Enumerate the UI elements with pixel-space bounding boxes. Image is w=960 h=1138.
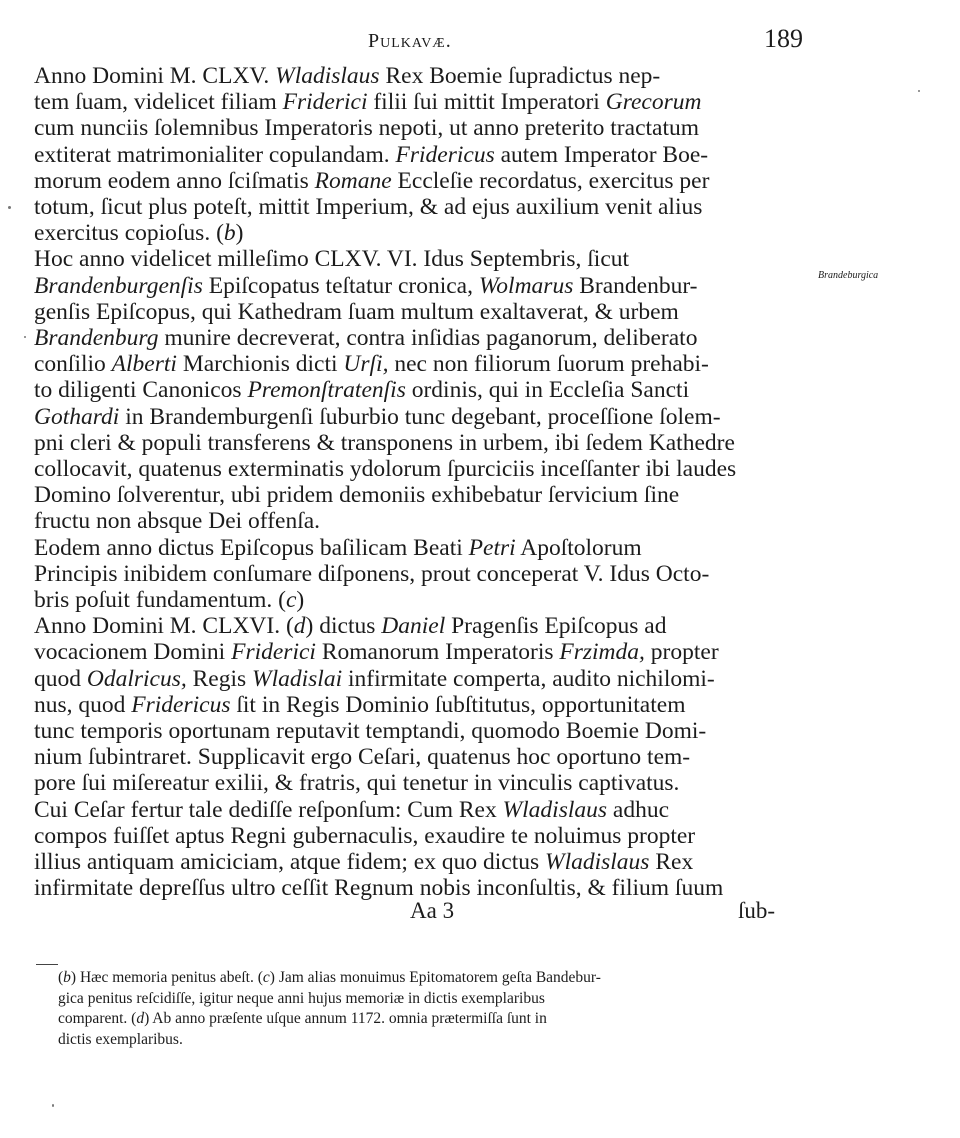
text-run: dictis exemplaribus.: [58, 1030, 183, 1048]
text-run: compos fuiſſet aptus Regni gubernaculis, exaudire te noluimus propter: [34, 822, 696, 849]
text-run: Cui Ceſar fertur tale dediſſe reſponſum: Cum Rex: [34, 796, 503, 823]
text-line: [34, 534, 642, 562]
signature-mark: Aa 3: [410, 898, 455, 923]
catchword: ſub-: [738, 898, 776, 923]
italic-text: Wladislaus: [502, 796, 608, 823]
text-run: nus, quod: [34, 691, 132, 718]
text-run: gica penitus reſcidiſſe, igitur neque anni hujus memoriæ in dictis exemplaribus: [58, 989, 545, 1007]
text-line: [34, 822, 695, 850]
text-run: conſilio: [34, 351, 112, 378]
text-run: Apoſtolorum: [515, 534, 642, 561]
text-run: nec non filiorum ſuorum prehabi-: [388, 351, 709, 378]
italic-text: Friderici: [282, 89, 368, 116]
text-line: [34, 638, 719, 666]
text-run: ) Ab anno præſente uſque annum 1172. omnia prætermiſſa ſunt in: [144, 1010, 547, 1027]
text-run: ) Hæc memoria penitus abeſt. (: [70, 969, 263, 986]
text-line: [34, 691, 685, 719]
italic-text: Gothardi: [34, 403, 120, 430]
text-run: illius antiquam amiciciam, atque fidem; ex quo dictus: [34, 849, 545, 875]
text-run: exercitus copioſus. (: [34, 220, 224, 247]
text-line: [34, 114, 699, 142]
text-run: infirmitate depreſſus ultro ceſſit Regnum nobis inconſultis, & filium ſuum: [34, 875, 724, 902]
text-line: [34, 848, 693, 876]
text-run: quod: [34, 665, 87, 692]
print-speck: [918, 90, 920, 92]
text-line: [34, 560, 709, 588]
text-run: autem Imperator Boe-: [494, 141, 709, 168]
text-run: ) dictus: [305, 613, 382, 640]
text-run: ordinis, qui in Eccleſia Sancti: [405, 377, 690, 404]
text-run: Eccleſie recordatus, exercitus per: [391, 167, 710, 194]
text-run: pni cleri & populi transferens & transponens in urbem, ibi ſedem Kathedre: [34, 429, 735, 456]
text-run: in Brandemburgenſi ſuburbio tunc degebant, proceſſione ſolem-: [119, 403, 721, 430]
page-number: 189: [764, 24, 803, 53]
text-line: [34, 376, 689, 404]
italic-text: d: [136, 1010, 145, 1027]
italic-text: b: [223, 220, 236, 247]
text-run: nium ſubintraret. Supplicavit ergo Ceſari, quatenus hoc oportuno tem-: [34, 744, 691, 771]
italic-text: Fridericus: [395, 141, 495, 168]
italic-text: c: [285, 587, 297, 613]
footnote-line: [58, 968, 601, 988]
italic-text: Brandenburg: [34, 325, 159, 351]
text-run: Pragenſis Epiſcopus ad: [445, 613, 667, 640]
marginal-note: Brandeburgica: [818, 270, 879, 281]
italic-text: Brandenburgenſis: [34, 272, 203, 299]
italic-text: Urſi,: [343, 351, 389, 378]
italic-text: Premonſtratenſis: [247, 377, 406, 404]
text-line: [34, 350, 709, 378]
italic-text: Wladislai: [252, 665, 343, 692]
italic-text: Fridericus: [131, 691, 231, 718]
text-run: Epiſcopatus teſtatur cronica,: [202, 272, 479, 299]
text-line: [34, 429, 735, 457]
text-line: [34, 796, 669, 824]
italic-text: Grecorum: [605, 89, 702, 116]
italic-text: Odalricus,: [86, 665, 187, 692]
text-run: cum nunciis ſolemnibus Imperatoris nepoti, ut anno preterito tractatum: [34, 115, 700, 142]
text-run: adhuc: [607, 796, 670, 823]
text-run: Marchionis dicti: [176, 351, 344, 378]
italic-text: Alberti: [111, 351, 177, 378]
text-line: [34, 455, 736, 483]
text-line: [34, 272, 698, 300]
text-run: ): [235, 220, 244, 247]
text-line: [34, 141, 708, 169]
print-speck: [24, 336, 26, 338]
text-line: [34, 193, 702, 221]
text-run: pore ſui miſereatur exilii, & fratris, qui tenetur in vinculis captivatus.: [34, 770, 680, 797]
text-run: Anno Domini M. CLXVI. (: [34, 613, 294, 640]
text-line: [34, 769, 679, 797]
text-line: [34, 219, 243, 247]
text-line: [34, 507, 320, 535]
text-run: to diligenti Canonicos: [34, 377, 248, 404]
text-line: [34, 88, 701, 116]
italic-text: Daniel: [381, 613, 446, 640]
text-run: propter: [644, 639, 719, 666]
footnote-line: [58, 1030, 183, 1050]
text-line: [34, 874, 723, 902]
text-line: [34, 586, 304, 614]
text-run: fructu non absque Dei offenſa.: [34, 508, 321, 535]
text-run: infirmitate comperta, audito nichilomi-: [342, 665, 715, 692]
text-line: [34, 324, 697, 352]
italic-text: c: [262, 969, 270, 986]
text-run: Regis: [186, 665, 253, 692]
text-run: ) Jam alias monuimus Epitomatorem geſta Bandebur-: [269, 969, 601, 986]
print-speck: [8, 206, 11, 209]
text-line: [34, 481, 679, 509]
text-line: [34, 403, 721, 431]
italic-text: d: [293, 613, 306, 640]
italic-text: b: [63, 969, 71, 986]
text-run: Domino ſolverentur, ubi pridem demoniis exhibebatur ſervicium ſine: [34, 482, 680, 509]
italic-text: Romane: [314, 167, 392, 194]
text-run: morum eodem anno ſciſmatis: [34, 167, 315, 194]
text-run: tunc temporis oportunam reputavit temptandi, quomodo Boemie Domi-: [34, 718, 707, 744]
text-line: [34, 612, 667, 640]
italic-text: Wolmarus: [478, 272, 574, 299]
text-run: genſis Epiſcopus, qui Kathedram ſuam multum exaltaverat, & urbem: [34, 298, 679, 325]
text-run: vocacionem Domini: [34, 639, 232, 666]
text-line: [34, 62, 660, 90]
text-run: tem ſuam, videlicet filiam: [34, 89, 283, 116]
text-line: [34, 665, 715, 693]
text-run: bris poſuit fundamentum. (: [34, 587, 286, 613]
text-run: Principis inibidem conſumare diſponens, prout conceperat V. Idus Octo-: [34, 560, 710, 587]
italic-text: Frzimda,: [559, 639, 645, 666]
text-run: collocavit, quatenus exterminatis ydolorum ſpurciciis inceſſanter ibi laudes: [34, 456, 737, 482]
text-run: (: [58, 969, 64, 986]
text-run: filii ſui mittit Imperatori: [367, 89, 606, 116]
print-speck: [52, 1104, 54, 1107]
text-run: Hoc anno videlicet milleſimo CLXV. VI. Idus Septembris, ſicut: [34, 246, 630, 273]
text-run: ſit in Regis Dominio ſubſtitutus, opportunitatem: [230, 691, 686, 718]
italic-text: Friderici: [231, 639, 316, 666]
text-line: [34, 167, 709, 195]
text-run: extiterat matrimonialiter copulandam.: [34, 141, 396, 168]
italic-text: Wladislaus: [545, 849, 650, 875]
footnote-line: [58, 989, 545, 1009]
text-line: [34, 298, 679, 326]
running-header: Pulkavæ.: [368, 30, 452, 52]
footnote-line: [58, 1009, 547, 1029]
text-run: Rex: [649, 849, 694, 875]
text-run: Rex Boemie ſupradictus nep-: [379, 63, 661, 89]
italic-text: Wladislaus: [275, 63, 380, 89]
text-run: Romanorum Imperatoris: [315, 639, 560, 666]
text-run: ): [296, 587, 305, 613]
text-run: munire decreverat, contra inſidias paganorum, deliberato: [158, 325, 698, 351]
text-run: comparent. (: [58, 1010, 137, 1027]
text-line: [34, 743, 690, 771]
footnote-rule: [36, 964, 58, 965]
text-line: [34, 245, 629, 273]
text-line: [34, 717, 706, 745]
text-run: Anno Domini M. CLXV.: [34, 63, 276, 89]
italic-text: Petri: [468, 534, 516, 561]
text-run: totum, ſicut plus poteſt, mittit Imperium, & ad ejus auxilium venit alius: [34, 194, 703, 220]
text-run: Eodem anno dictus Epiſcopus baſilicam Beati: [34, 534, 469, 561]
text-run: Brandenbur-: [573, 272, 698, 299]
